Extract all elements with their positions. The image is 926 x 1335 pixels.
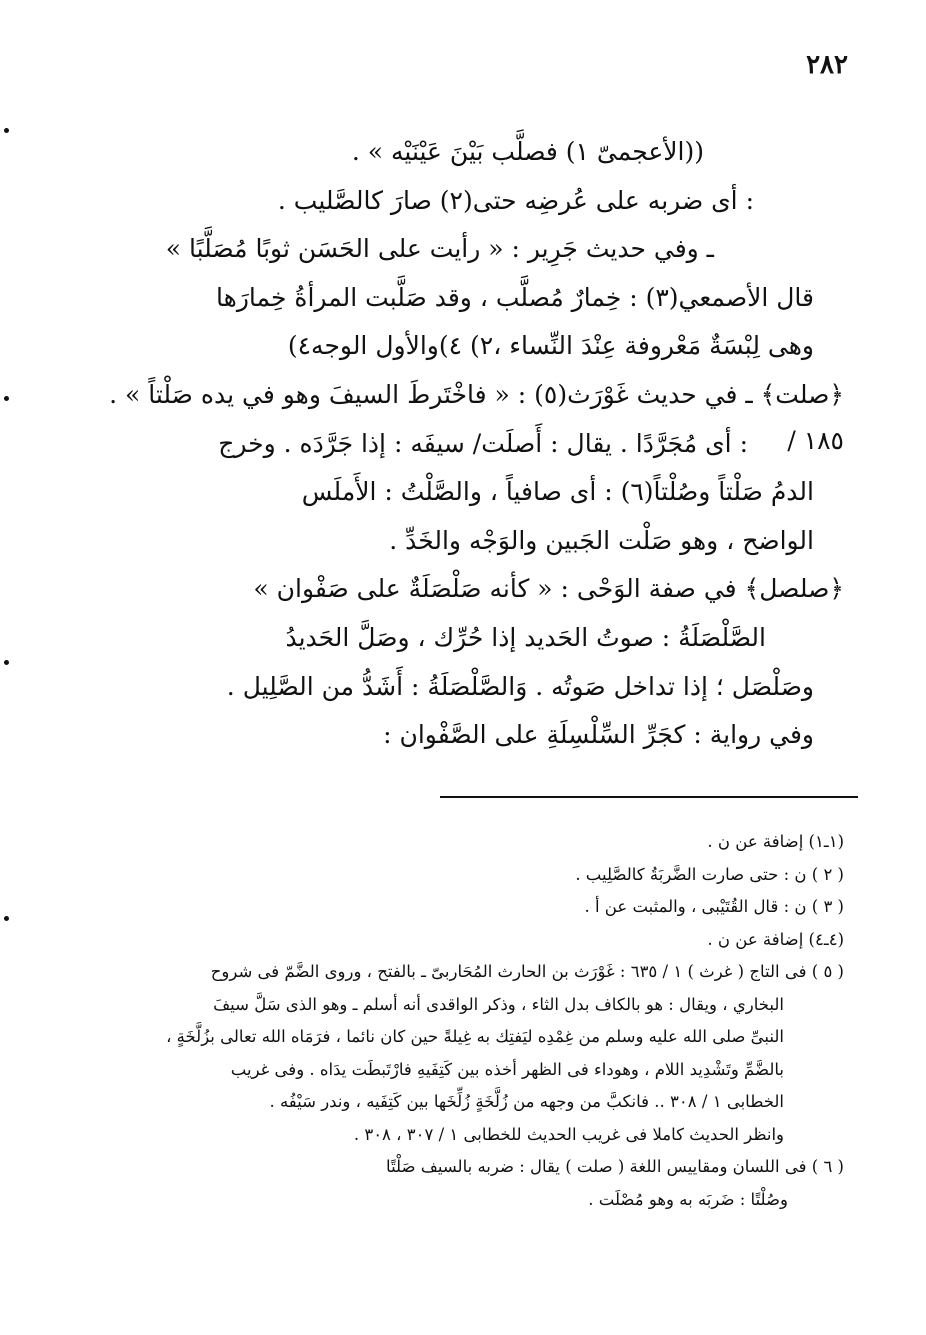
footnote-line: ( ٥ ) فى التاج ( غرث ) ١ / ٦٣٥ : غَوْرَث بن الحارث المُحَاربىّ ـ بالفتح ، وروى الضَّمّ فى شروح: [210, 962, 844, 981]
main-line: ((الأعجمىّ ١) فصلَّب بَيْنَ عَيْنَيْه » .: [351, 137, 704, 166]
scan-speck: [4, 396, 9, 401]
main-line: ﴿صلت﴾ ـ في حديث غَوْرَث(٥) : « فاخْتَرطَ السيفَ وهو في يده صَلْتاً » .: [109, 379, 844, 409]
main-line: وفي رواية : كجَرِّ السِّلْسِلَةِ على الصَّفْوان :: [383, 720, 814, 750]
main-line: وهى لِبْسَةٌ مَعْروفة عِنْدَ النِّساء ،٢) ٤)والأول الوجه٤): [287, 331, 814, 361]
footnote-line: الخطابى ١ / ٣٠٨ .. فانكبَّ من وجهه من زُلَّخَةٍ زُلِّخَها بين كَتِفَيه ، وندر سَيْفُه .: [269, 1092, 784, 1111]
footnote-line: وانظر الحديث كاملا فى غريب الحديث للخطابى ١ / ٣٠٧ ، ٣٠٨ .: [353, 1124, 784, 1144]
scan-speck: [4, 660, 9, 665]
margin-reference: ١٨٥ /: [787, 426, 844, 455]
main-line: وصَلْصَل ؛ إذا تداخل صَوتُه . وَالصَّلْصَلَةُ : أَشَدُّ من الصَّلِيل .: [226, 671, 814, 701]
main-line: قال الأصمعي(٣) : خِمارٌ مُصلَّب ، وقد صَلَّبت المرأةُ خِمارَها: [216, 282, 814, 312]
footnotes: [100, 826, 844, 1216]
footnote-line: ( ٢ ) ن : حتى صارت الضَّربَةُ كالصَّلِيب .: [575, 864, 844, 884]
main-line: : أى مُجَرَّدًا . يقال : أَصلَت/ سيفَه : إذا جَرَّدَه . وخرج: [218, 428, 748, 458]
footnote-divider: [440, 796, 858, 798]
scan-speck: [4, 128, 9, 133]
footnote-line: ( ٦ ) فى اللسان ومقاييس اللغة ( صلت ) يقال : ضربه بالسيف صَلْتًا: [386, 1157, 844, 1176]
footnote-line: (٤ـ٤) إضافة عن ن .: [707, 929, 844, 949]
footnote-line: ( ٣ ) ن : قال القُتَيْبى ، والمثبت عن أ .: [584, 897, 844, 916]
page-number: ٢٨٢: [806, 50, 848, 80]
footnote-line: البخاري ، ويقال : هو بالكاف بدل الثاء ، وذكر الواقدى أنه أسلم ـ وهو الذى سَلَّ سيفَ: [213, 994, 784, 1014]
scan-speck: [4, 916, 9, 921]
main-line: الواضح ، وهو صَلْت الجَبين والوَجْه والخَدِّ .: [389, 525, 814, 555]
footnote-line: بالضَّمِّ وتَشْدِيد اللام ، وهوداء فى الظهر أخذه بين كَتِفَيهِ فارْتَبطَت يدَاه . وفى غريب: [230, 1059, 784, 1079]
main-line: الصَّلْصَلَةُ : صوتُ الحَديد إذا حُرِّك ، وصَلَّ الحَديدُ: [285, 622, 766, 652]
footnote-line: النبىِّ صلى الله عليه وسلم من غِمْدِه ليَفتِك به غِيلةً حين كان نائما ، فرَمَاه الله تعالى بزُلَّخَةٍ ،: [166, 1027, 784, 1046]
main-line: ﴿صلصل﴾ في صفة الوَحْى : « كأنه صَلْصَلَةٌ على صَفْوان »: [253, 574, 844, 604]
footnote-line: (١ـ١) إضافة عن ن .: [707, 832, 844, 851]
footnote-line: وصُلْتًا : ضَربَه به وهو مُصْلَت .: [588, 1189, 788, 1209]
main-line: : أى ضربه على عُرضِه حتى(٢) صارَ كالصَّليب .: [277, 185, 754, 215]
main-text-body: [96, 128, 844, 760]
main-line: الدمُ صَلْتاً وصُلْتاً(٦) : أى صافياً ، والصَّلْتُ : الأَملَس: [301, 477, 814, 507]
main-line: ـ وفي حديث جَرِير : « رأيت على الحَسَن ثوبًا مُصَلَّبًا »: [165, 234, 714, 264]
